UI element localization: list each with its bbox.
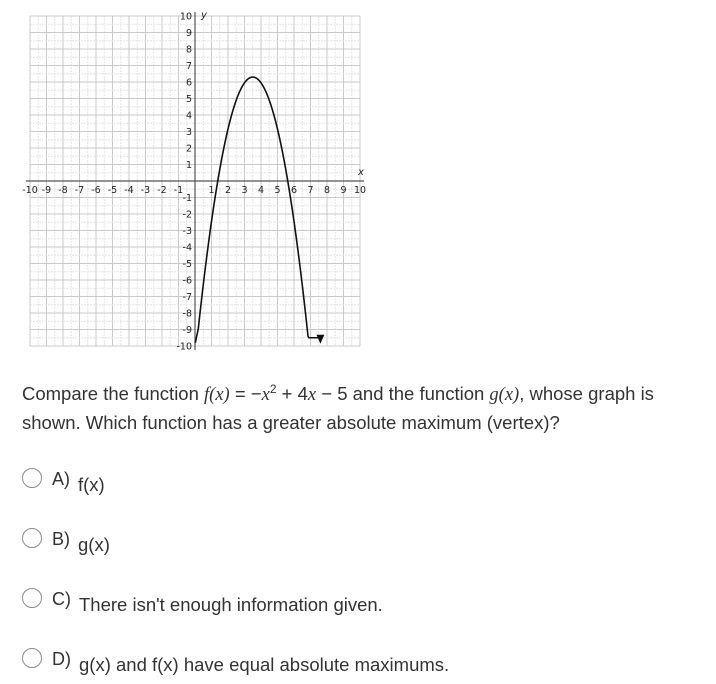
x-axis-label: x xyxy=(358,167,364,178)
x-tick-label: -5 xyxy=(107,185,118,196)
y-tick-label: -8 xyxy=(182,308,192,320)
question-prefix: Compare the function xyxy=(22,383,205,404)
option-a[interactable] xyxy=(22,468,105,496)
f-name: f xyxy=(204,385,210,405)
g-name: g xyxy=(489,385,499,405)
option-c-text: There isn't enough information given. xyxy=(79,594,383,615)
exponent: 2 xyxy=(269,381,277,396)
x-tick-label: -4 xyxy=(124,185,134,196)
y-tick-label: 10 xyxy=(179,11,192,23)
option-a-letter: A) xyxy=(52,469,70,489)
x-term-2: x xyxy=(307,385,317,405)
x-tick-label: 6 xyxy=(290,185,298,196)
axes xyxy=(26,12,367,350)
x-tick-label: -8 xyxy=(58,185,68,196)
y-tick-label: 3 xyxy=(185,127,192,138)
question-suffix: , whose graph is shown. Which function has a greater absolute maximum (vertex)? xyxy=(22,383,654,433)
radio-option-a[interactable] xyxy=(22,468,42,488)
x-tick-label: 7 xyxy=(307,185,314,196)
g-arg: (x) xyxy=(498,385,520,405)
x-tick-label: 5 xyxy=(274,185,281,196)
equals: = − xyxy=(229,383,262,404)
tick-labels xyxy=(22,12,366,353)
option-c-letter: C) xyxy=(52,589,71,609)
y-tick-label: -6 xyxy=(182,275,192,287)
x-tick-label: -9 xyxy=(41,185,52,196)
x-tick-label: 8 xyxy=(323,185,331,196)
coordinate-graph xyxy=(22,8,367,353)
x-tick-label: -1 xyxy=(173,185,184,196)
y-tick-label: 1 xyxy=(185,160,192,171)
x-tick-label: 10 xyxy=(353,185,367,196)
y-tick-label: -4 xyxy=(182,242,192,254)
y-tick-label: 4 xyxy=(185,110,192,122)
y-tick-label: -2 xyxy=(182,209,192,221)
parabola-curve xyxy=(195,77,320,343)
f-arg: (x) xyxy=(209,385,230,405)
const-part: − 5 and the function xyxy=(316,383,490,404)
curve-arrowhead xyxy=(316,335,324,344)
y-tick-label: -3 xyxy=(182,226,192,237)
y-tick-label: -9 xyxy=(182,325,192,336)
radio-option-c[interactable] xyxy=(22,588,42,608)
option-a-text: f(x) xyxy=(78,474,105,495)
x-tick-label: -2 xyxy=(157,185,167,196)
x-tick-label: 4 xyxy=(257,185,265,196)
y-tick-label: 9 xyxy=(185,28,192,39)
x-tick-label: 2 xyxy=(224,185,232,196)
y-tick-label: 8 xyxy=(185,44,192,56)
y-tick-label: 6 xyxy=(185,77,192,89)
y-tick-label: 7 xyxy=(185,61,192,72)
option-b-letter: B) xyxy=(52,529,70,549)
question-text xyxy=(22,380,702,437)
y-tick-label: 2 xyxy=(185,143,192,155)
x-tick-label: -6 xyxy=(91,185,101,196)
x-tick-label: 1 xyxy=(208,185,215,196)
x-term: x xyxy=(261,385,270,405)
y-tick-label: -5 xyxy=(182,259,192,270)
option-d-letter: D) xyxy=(52,649,71,669)
x-tick-label: 9 xyxy=(340,185,347,196)
y-tick-label: 5 xyxy=(185,94,192,105)
y-tick-label: -10 xyxy=(176,341,192,353)
option-d-text: g(x) and f(x) have equal absolute maximums. xyxy=(79,654,450,675)
option-b-text: g(x) xyxy=(78,534,110,555)
x-tick-label: -7 xyxy=(74,185,85,196)
x-tick-label: -3 xyxy=(140,185,151,196)
y-tick-label: -1 xyxy=(182,193,192,204)
middle-term: + 4 xyxy=(276,383,308,404)
option-b[interactable] xyxy=(22,528,110,556)
x-tick-label: 3 xyxy=(241,185,248,196)
y-axis-label: y xyxy=(201,10,207,21)
radio-option-b[interactable] xyxy=(22,528,42,548)
x-tick-label: -10 xyxy=(22,185,38,196)
option-d[interactable] xyxy=(22,648,449,676)
radio-option-d[interactable] xyxy=(22,648,42,668)
option-c[interactable] xyxy=(22,588,383,616)
y-tick-label: -7 xyxy=(182,292,192,303)
